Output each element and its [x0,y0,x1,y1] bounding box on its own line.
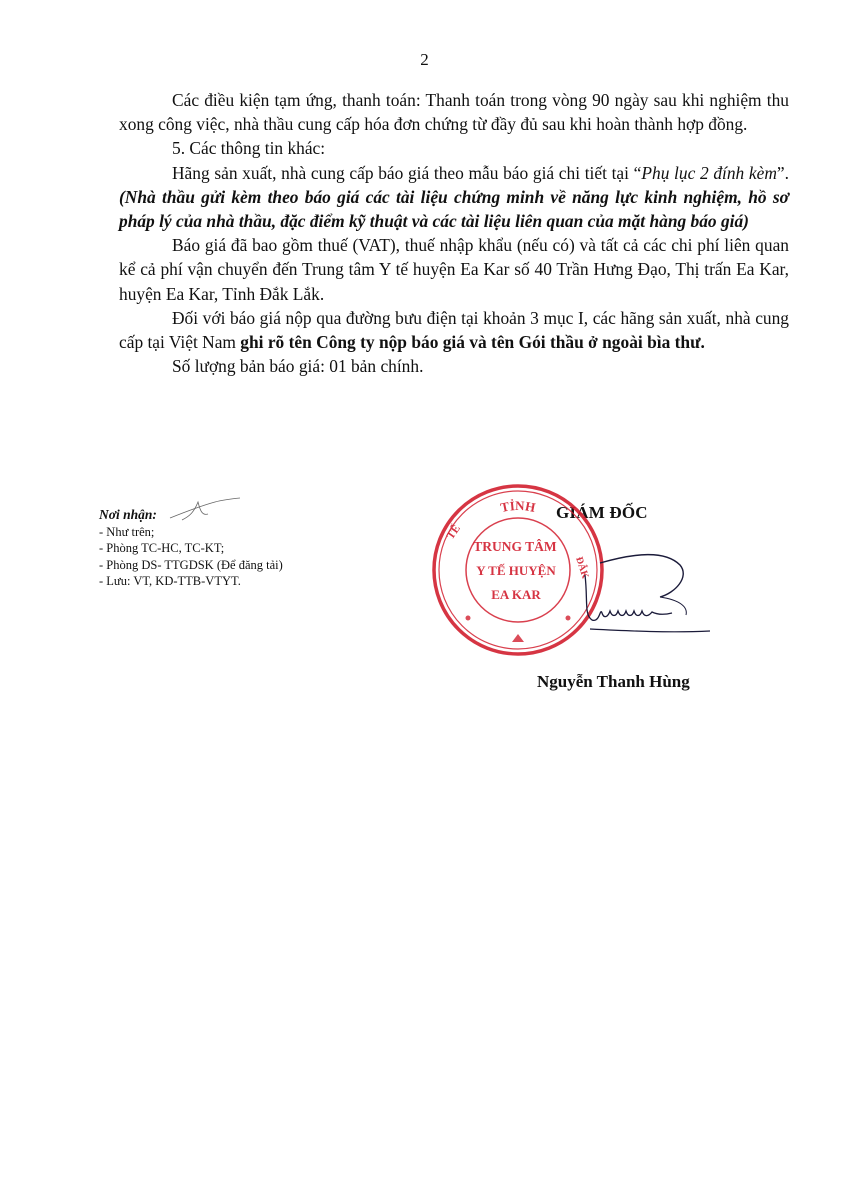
page-number: 2 [420,50,429,69]
document-body [119,88,789,378]
postal-submission-paragraph [119,306,789,354]
recipient-item: - Phòng DS- TTGDSK (Để đăng tải) [99,557,283,572]
recipients-list [99,524,283,590]
price-inclusion-paragraph: Báo giá đã bao gồm thuế (VAT), thuế nhập khẩu (nếu có) và tất cả các chi phí liên quan kể cả phí vận chuyển đến Trung tâm Y tế huyện Ea Kar số 40 Trần Hưng Đạo, Thị trấn Ea Kar, huyện Ea Kar, Tỉnh Đắk Lắk. [119,235,789,304]
seal-left-arc-text: TẾ [444,522,463,542]
signer-name: Nguyễn Thanh Hùng [537,672,690,691]
recipient-item: - Như trên; [99,524,155,539]
postal-submission-text: Đối với báo giá nộp qua đường bưu điện tại khoản 3 mục I, các hãng sản xuất, nhà cung cấp tại Việt Nam [119,307,789,353]
recipients-block [99,507,283,590]
recipients-heading: Nơi nhận: [99,507,157,522]
quote-close-quote: ”. [776,162,789,183]
recipient-item: - Lưu: VT, KD-TTB-VTYT. [99,574,241,588]
director-title: GIÁM ĐỐC [556,503,648,522]
appendix-reference: Phụ lục 2 đính kèm [641,162,777,183]
handwritten-signature-icon [540,545,730,645]
attachment-requirement-note: (Nhà thầu gửi kèm theo báo giá các tài liệu chứng minh về năng lực kinh nghiệm, hồ sơ pháp lý của nhà thầu, đặc điểm kỹ thuật và các tài liệu liên quan của mặt hàng báo giá) [119,186,789,232]
seal-top-arc-text: TỈNH [499,497,537,516]
seal-line-3: EA KAR [491,587,541,602]
seal-line-1: TRUNG TÂM [473,539,557,554]
seal-right-arc-text: ĐẮK [573,555,591,581]
envelope-label-instruction: ghi rõ tên Công ty nộp báo giá và tên Gói thầu ở ngoài bìa thư. [240,332,705,353]
copy-count-paragraph: Số lượng bản báo giá: 01 bản chính. [172,356,424,377]
manufacturer-quote-paragraph [119,161,789,234]
seal-line-2: Y TẾ HUYỆN [476,563,556,578]
section-5-heading: 5. Các thông tin khác: [172,138,326,159]
recipient-item: - Phòng TC-HC, TC-KT; [99,541,225,555]
quote-intro-text: Hãng sản xuất, nhà cung cấp báo giá theo mẫu báo giá chi tiết tại “ [172,162,642,183]
svg-text:TỈNH [499,498,537,515]
payment-terms-paragraph: Các điều kiện tạm ứng, thanh toán: Thanh toán trong vòng 90 ngày sau khi nghiệm thu xong công việc, nhà thầu cung cấp hóa đơn chứng từ đầy đủ sau khi hoàn thành hợp đồng. [119,90,789,135]
